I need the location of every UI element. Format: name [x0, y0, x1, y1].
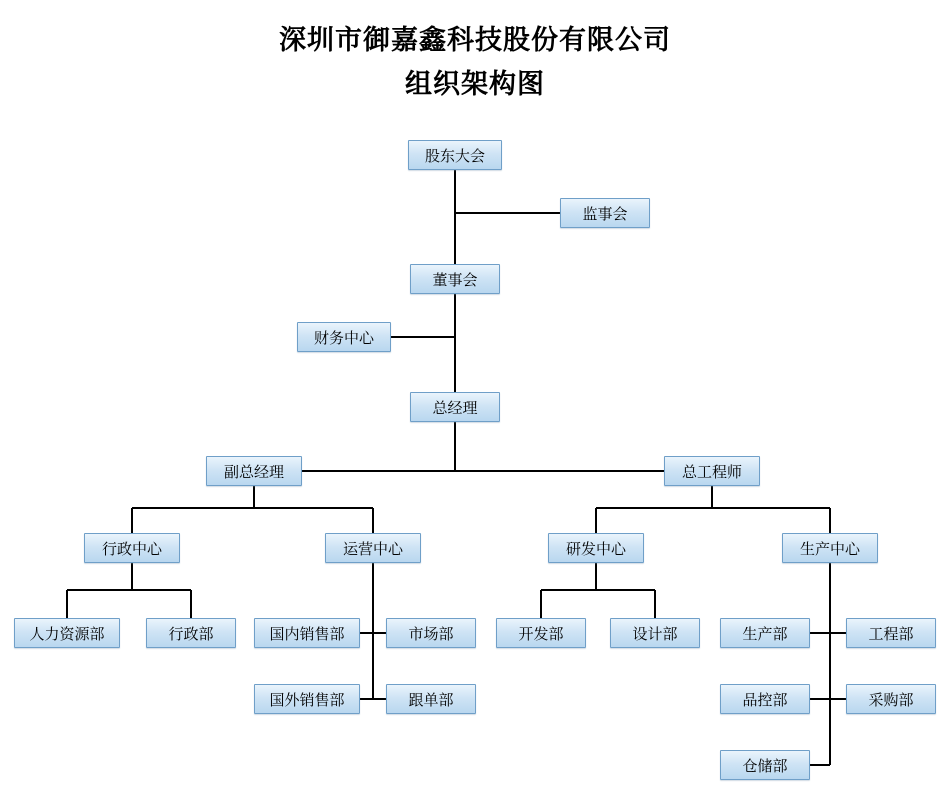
node-label: 国外销售部 [269, 692, 345, 709]
node-label: 仓储部 [742, 758, 788, 775]
node-design-dept[interactable] [610, 618, 700, 648]
node-label: 市场部 [408, 626, 454, 643]
node-label: 国内销售部 [269, 626, 345, 643]
node-operation-center[interactable] [325, 533, 421, 563]
node-label: 股东大会 [424, 148, 485, 165]
node-production-center[interactable] [782, 533, 878, 563]
node-merchandising-dept[interactable] [386, 684, 476, 714]
node-label: 财务中心 [313, 330, 374, 347]
node-supervisors[interactable] [560, 198, 650, 228]
node-label: 总经理 [432, 400, 478, 417]
node-label: 工程部 [868, 626, 914, 643]
node-label: 生产中心 [799, 541, 860, 558]
node-shareholders[interactable] [408, 140, 502, 170]
node-warehouse-dept[interactable] [720, 750, 810, 780]
node-label: 监事会 [582, 206, 628, 223]
node-quality-control-dept[interactable] [720, 684, 810, 714]
node-purchasing-dept[interactable] [846, 684, 936, 714]
node-market-dept[interactable] [386, 618, 476, 648]
node-label: 总工程师 [681, 464, 742, 481]
title-line-2: 组织架构图 [405, 69, 545, 99]
node-label: 设计部 [632, 626, 678, 643]
node-admin-dept[interactable] [146, 618, 236, 648]
node-admin-center[interactable] [84, 533, 180, 563]
node-label: 行政部 [168, 626, 214, 643]
node-board[interactable] [410, 264, 500, 294]
node-label: 副总经理 [223, 464, 284, 481]
node-overseas-sales-dept[interactable] [254, 684, 360, 714]
node-chief-engineer[interactable] [664, 456, 760, 486]
node-label: 人力资源部 [29, 626, 105, 643]
node-production-dept[interactable] [720, 618, 810, 648]
node-development-dept[interactable] [496, 618, 586, 648]
node-engineering-dept[interactable] [846, 618, 936, 648]
node-deputy-general-manager[interactable] [206, 456, 302, 486]
node-label: 行政中心 [101, 541, 162, 558]
node-label: 跟单部 [408, 692, 454, 709]
node-label: 生产部 [742, 626, 788, 643]
node-label: 采购部 [868, 692, 914, 709]
node-domestic-sales-dept[interactable] [254, 618, 360, 648]
node-label: 开发部 [518, 626, 564, 643]
node-label: 运营中心 [342, 541, 403, 558]
node-rd-center[interactable] [548, 533, 644, 563]
node-label: 品控部 [742, 692, 788, 709]
title-line-1: 深圳市御嘉鑫科技股份有限公司 [279, 25, 671, 55]
node-general-manager[interactable] [410, 392, 500, 422]
node-label: 研发中心 [565, 541, 626, 558]
node-label: 董事会 [432, 272, 478, 289]
node-finance-center[interactable] [297, 322, 391, 352]
node-hr-dept[interactable] [14, 618, 120, 648]
